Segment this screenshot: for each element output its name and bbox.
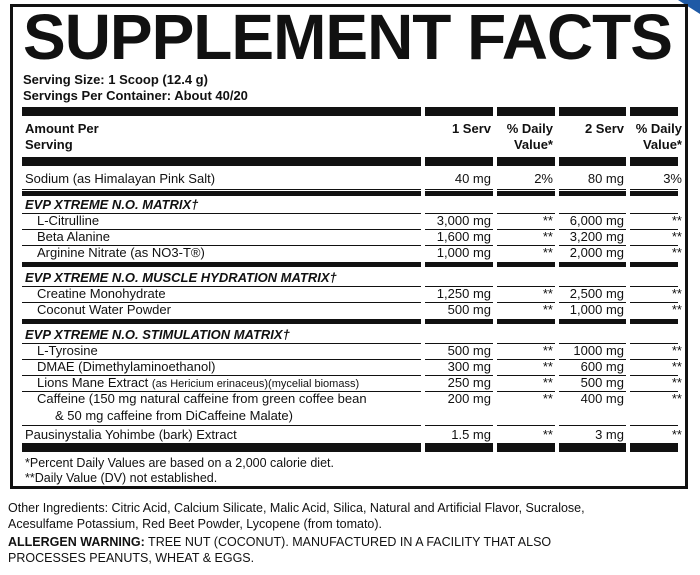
ingredient-amt2: 2,500 mg [569,286,624,301]
allergen-warning-line1 [8,534,551,550]
ingredient-name: L-Citrulline [37,213,100,228]
ingredient-amt1: 1,250 mg [436,286,491,301]
footnote-dv-not-established: **Daily Value (DV) not established. [25,471,218,485]
header-amount-per: Amount Per [25,121,99,136]
ingredient-name: Caffeine (150 mg natural caffeine from green coffee bean [37,391,367,406]
other-ingredients-line1: Other Ingredients: Citric Acid, Calcium Silicate, Malic Acid, Silica, Natural and Artificial Flavor, Sucralose, [8,501,585,515]
servings-per-container: Servings Per Container: About 40/20 [23,88,248,103]
header-daily-value-1: % Daily [506,121,553,136]
ingredient-name: Beta Alanine [37,229,111,244]
ingredient-dv1: ** [542,391,553,406]
header-1-serv: 1 Serv [451,121,491,136]
rule-thick-bottom [22,443,678,452]
allergen-warning-text: TREE NUT (COCONUT). MANUFACTURED IN A FACILITY THAT ALSO [144,535,552,549]
section-title-no-matrix: EVP XTREME N.O. MATRIX† [25,197,199,212]
ingredient-amt1: 200 mg [447,391,491,406]
ingredient-dv2: ** [671,343,682,358]
allergen-warning-line2: PROCESSES PEANUTS, WHEAT & EGGS. [8,551,255,565]
ingredient-dv2: ** [671,286,682,301]
rule-thick-top [22,107,678,116]
ingredient-amt1: 3,000 mg [436,213,491,228]
section-title-muscle-hydration: EVP XTREME N.O. MUSCLE HYDRATION MATRIX† [25,270,337,285]
sodium-name: Sodium (as Himalayan Pink Salt) [25,171,216,186]
ingredient-name: L-Tyrosine [37,343,98,358]
rule-thick-sodium [22,191,678,196]
header-serving: Serving [25,137,73,152]
ingredient-dv2: ** [671,245,682,260]
ingredient-dv1: ** [542,245,553,260]
sodium-amt1: 40 mg [454,171,491,186]
ingredient-amt2: 500 mg [580,375,624,390]
ingredient-dv1: ** [542,302,553,317]
footnote-percent-dv: *Percent Daily Values are based on a 2,000 calorie diet. [25,456,334,470]
ingredient-amt2: 2,000 mg [569,245,624,260]
other-ingredients-line2: Acesulfame Potassium, Red Beet Powder, Lycopene (from tomato). [8,517,383,531]
sodium-amt2: 80 mg [587,171,624,186]
header-2-serv: 2 Serv [584,121,624,136]
ingredient-amt2: 3 mg [595,427,624,442]
ingredient-amt1: 300 mg [447,359,491,374]
ingredient-dv1: ** [542,229,553,244]
ingredient-dv2: ** [671,302,682,317]
sodium-dv1: 2% [534,171,553,186]
ingredient-dv1: ** [542,213,553,228]
ingredient-dv2: ** [671,391,682,406]
ingredient-amt2: 3,200 mg [569,229,624,244]
ingredient-name: Pausinystalia Yohimbe (bark) Extract [25,427,237,442]
supplement-facts-panel [10,1,688,489]
serving-size: Serving Size: 1 Scoop (12.4 g) [23,72,208,87]
ingredient-name: Coconut Water Powder [37,302,171,317]
ingredient-name-detail: (as Hericium erinaceus)(mycelial biomass) [151,378,360,390]
ingredient-dv2: ** [671,375,682,390]
rule-thick [22,319,678,324]
ingredient-name-continued: & 50 mg caffeine from DiCaffeine Malate) [55,408,293,423]
ingredient-amt2: 1,000 mg [569,302,624,317]
ingredient-name-lions-mane [37,375,359,392]
ingredient-dv1: ** [542,286,553,301]
ingredient-name: Arginine Nitrate (as NO3-T®) [37,245,205,260]
ingredient-dv1: ** [542,343,553,358]
section-title-stimulation: EVP XTREME N.O. STIMULATION MATRIX† [25,327,290,342]
ingredient-amt1: 1,000 mg [436,245,491,260]
rule-thick-header [22,157,678,166]
ingredient-amt2: 1000 mg [573,343,624,358]
ingredient-amt2: 6,000 mg [569,213,624,228]
rule-thick [22,262,678,267]
ingredient-amt1: 1.5 mg [451,427,491,442]
ingredient-dv1: ** [542,359,553,374]
ingredient-name: Creatine Monohydrate [37,286,166,301]
ingredient-amt1: 500 mg [447,343,491,358]
ingredient-dv2: ** [671,229,682,244]
ingredient-dv2: ** [671,359,682,374]
header-daily-value-2: % Daily [635,121,682,136]
ingredient-dv1: ** [542,375,553,390]
ingredient-dv2: ** [671,427,682,442]
ingredient-name: DMAE (Dimethylaminoethanol) [37,359,216,374]
ingredient-dv2: ** [671,213,682,228]
ingredient-dv1: ** [542,427,553,442]
ingredient-amt1: 250 mg [447,375,491,390]
header-daily-value-1b: Value* [513,137,553,152]
ingredient-amt1: 500 mg [447,302,491,317]
panel-title: SUPPLEMENT FACTS [23,1,672,73]
sodium-dv2: 3% [663,171,682,186]
rule-sodium [22,189,678,190]
ingredient-name: Lions Mane Extract [37,375,149,390]
ingredient-amt1: 1,600 mg [436,229,491,244]
header-daily-value-2b: Value* [642,137,682,152]
rule [22,425,678,426]
ingredient-amt2: 400 mg [580,391,624,406]
allergen-warning-label: ALLERGEN WARNING: [8,535,145,549]
ingredient-amt2: 600 mg [580,359,624,374]
